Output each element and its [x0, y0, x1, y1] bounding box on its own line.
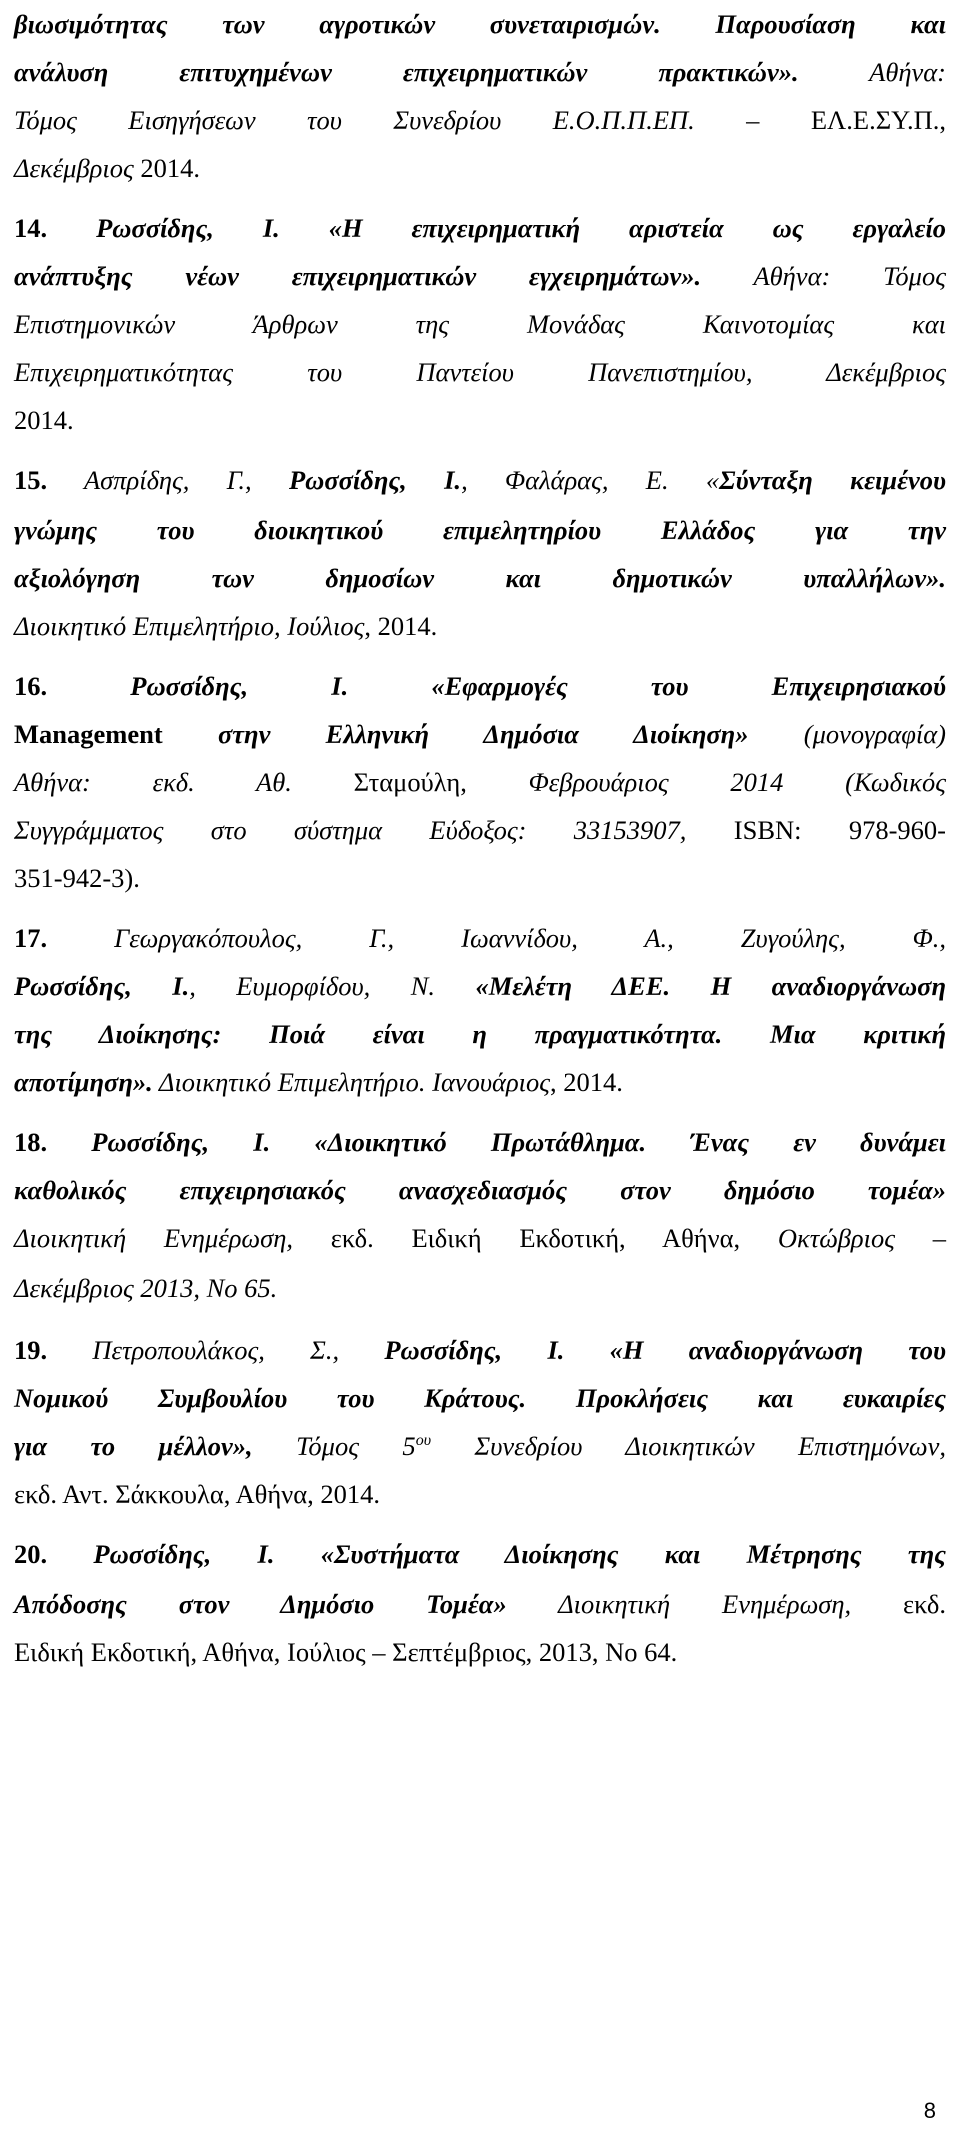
reference-text: «Μελέτη ΔΕΕ. Η αναδιοργάνωση — [475, 971, 946, 1001]
reference-text: 15. — [14, 465, 48, 495]
reference-text: καθολικός επιχειρησιακός ανασχεδιασμός στον δημόσιο τομέα» — [14, 1175, 946, 1205]
reference-text: Ρωσσίδης, Ι. — [14, 971, 190, 1001]
reference-text: Ρωσσίδης, Ι. «Εφαρμογές του Επιχειρησιακού — [47, 671, 946, 701]
reference-text: ανάλυση επιτυχημένων επιχειρηματικών πρακτικών». — [14, 57, 799, 87]
reference-text: Ειδική Εκδοτική, Αθήνα, Ιούλιος – Σεπτέμβριος, 2013, Νο 64. — [14, 1637, 678, 1667]
reference-line — [14, 1268, 946, 1308]
reference-line — [14, 510, 946, 550]
reference-text: στην Ελληνική Δημόσια Διοίκηση» — [217, 719, 749, 749]
reference-text: εκδ. Ειδική Εκδοτική, Αθήνα, — [292, 1223, 778, 1253]
reference-text: Ρωσσίδης, Ι. — [288, 465, 462, 495]
reference-line — [14, 1426, 946, 1466]
reference-line — [14, 606, 946, 646]
reference-text: της Διοίκησης: Ποιά είναι η πραγματικότητα. Μια κριτική — [14, 1019, 946, 1049]
reference-text: 18. — [14, 1127, 48, 1157]
reference-line — [14, 810, 946, 850]
reference-line — [14, 558, 946, 598]
reference-line — [14, 1632, 946, 1672]
reference-line — [14, 1534, 946, 1574]
reference-text: ISBN: 978-960- — [686, 815, 947, 845]
reference-text: (μονογραφία) — [748, 719, 946, 749]
reference-text: Τόμος 5 — [252, 1431, 416, 1461]
reference-line — [14, 460, 946, 500]
reference-line — [14, 1062, 946, 1102]
reference-text: Φεβρουάριος 2014 (Κωδικός — [528, 767, 946, 797]
reference-text: Επιχειρηματικότητας του Παντείου Πανεπιστημίου, Δεκέμβριος — [14, 357, 946, 387]
reference-text: – ΕΛ.Ε.ΣΥ.Π., — [694, 105, 946, 135]
reference-text: Ρωσσίδης, Ι. «Συστήματα Διοίκησης και Μέτρησης της — [47, 1539, 946, 1569]
reference-line — [14, 1122, 946, 1162]
reference-text: Ρωσσίδης, Ι. «Η αναδιοργάνωση του — [384, 1335, 946, 1365]
reference-text: για το μέλλον», — [14, 1431, 253, 1461]
reference-text: αποτίμηση». — [14, 1067, 153, 1097]
reference-text: , 2014. — [550, 1067, 623, 1097]
reference-line — [14, 52, 946, 92]
reference-line — [14, 400, 946, 440]
reference-line — [14, 100, 946, 140]
reference-text: βιωσιμότητας των αγροτικών συνεταιρισμών. Παρουσίαση και — [14, 9, 946, 39]
reference-text: Διοικητικό Επιμελητήριο. Ιανουάριος — [152, 1067, 551, 1097]
reference-text: 14. — [14, 213, 48, 243]
reference-line — [14, 918, 946, 958]
reference-line — [14, 858, 946, 898]
reference-text: 19. — [14, 1335, 48, 1365]
reference-text: , 2014. — [364, 611, 438, 641]
reference-text: Γεωργακόπουλος, Γ., Ιωαννίδου, Α., Ζυγούλης, Φ., — [47, 923, 946, 953]
reference-text: 351-942-3). — [14, 863, 140, 893]
reference-text: – — [895, 1223, 947, 1253]
reference-line — [14, 208, 946, 248]
reference-text: Απόδοσης στον Δημόσιο Τομέα» — [14, 1589, 507, 1619]
reference-text: ανάπτυξης νέων επιχειρηματικών εγχειρημάτων». — [14, 261, 702, 291]
reference-line — [14, 666, 946, 706]
reference-text: Ασπρίδης, Γ., — [47, 465, 289, 495]
reference-text: Ρωσσίδης, Ι. «Η επιχειρηματική αριστεία ως εργαλείο — [47, 213, 946, 243]
reference-text: Σύνταξη κειμένου — [719, 465, 946, 495]
reference-line — [14, 714, 946, 754]
reference-text: εκδ. — [851, 1589, 946, 1619]
page-number: 8 — [923, 2098, 936, 2123]
reference-text: Δεκέμβριος 2013, Νο 65. — [14, 1273, 278, 1303]
reference-text: Συνεδρίου Διοικητικών Επιστημόνων, — [431, 1431, 947, 1461]
reference-line — [14, 966, 946, 1006]
reference-line — [14, 1014, 946, 1054]
reference-text: Ρωσσίδης, Ι. «Διοικητικό Πρωτάθλημα. Ένας εν δυνάμει — [47, 1127, 946, 1157]
reference-text: Επιστημονικών Άρθρων της Μονάδας Καινοτομίας και — [14, 309, 946, 339]
reference-text: Δεκέμβριος — [14, 153, 134, 183]
reference-text: Οκτώβριος — [777, 1223, 896, 1253]
reference-line — [14, 1474, 946, 1514]
reference-text: 17. — [14, 923, 48, 953]
reference-text: 2014. — [133, 153, 200, 183]
reference-text: Διοικητικό Επιμελητήριο, Ιούλιος — [14, 611, 365, 641]
reference-text: Σταμούλη, — [291, 767, 529, 797]
reference-text: 16. — [14, 671, 48, 701]
reference-text: Διοικητική Ενημέρωση, — [14, 1223, 293, 1253]
reference-text: Διοικητική Ενημέρωση, — [506, 1589, 852, 1619]
reference-text: , Ευμορφίδου, Ν. — [189, 971, 476, 1001]
reference-text: Management — [14, 719, 218, 749]
reference-text: γνώμης του διοικητικού επιμελητηρίου Ελλάδος για την — [14, 515, 946, 545]
reference-line — [14, 352, 946, 392]
reference-text: Τόμος Εισηγήσεων του Συνεδρίου Ε.Ο.Π.Π.ΕΠ. — [14, 105, 695, 135]
reference-line — [14, 256, 946, 296]
reference-text: Συγγράμματος στο σύστημα Εύδοξος: 33153907, — [14, 815, 687, 845]
reference-line — [14, 148, 946, 188]
reference-line — [14, 1218, 946, 1258]
reference-line — [14, 1378, 946, 1418]
reference-text: αξιολόγηση των δημοσίων και δημοτικών υπαλλήλων». — [14, 563, 946, 593]
reference-line — [14, 304, 946, 344]
reference-text: 2014. — [14, 405, 74, 435]
reference-text: Αθήνα: εκδ. Αθ. — [14, 767, 292, 797]
reference-text: εκδ. Αντ. Σάκκουλα, Αθήνα, 2014. — [14, 1479, 380, 1509]
reference-text: 20. — [14, 1539, 48, 1569]
reference-text: , Φαλάρας, Ε. « — [461, 465, 720, 495]
reference-text: ου — [415, 1432, 432, 1450]
reference-text: Αθήνα: Τόμος — [701, 261, 946, 291]
reference-line — [14, 1584, 946, 1624]
reference-text: Αθήνα: — [798, 57, 946, 87]
reference-line — [14, 762, 946, 802]
reference-text: Νομικού Συμβουλίου του Κράτους. Προκλήσεις και ευκαιρίες — [14, 1383, 946, 1413]
reference-line — [14, 4, 946, 44]
reference-line — [14, 1330, 946, 1370]
reference-text: Πετροπουλάκος, Σ., — [47, 1335, 385, 1365]
reference-line — [14, 1170, 946, 1210]
